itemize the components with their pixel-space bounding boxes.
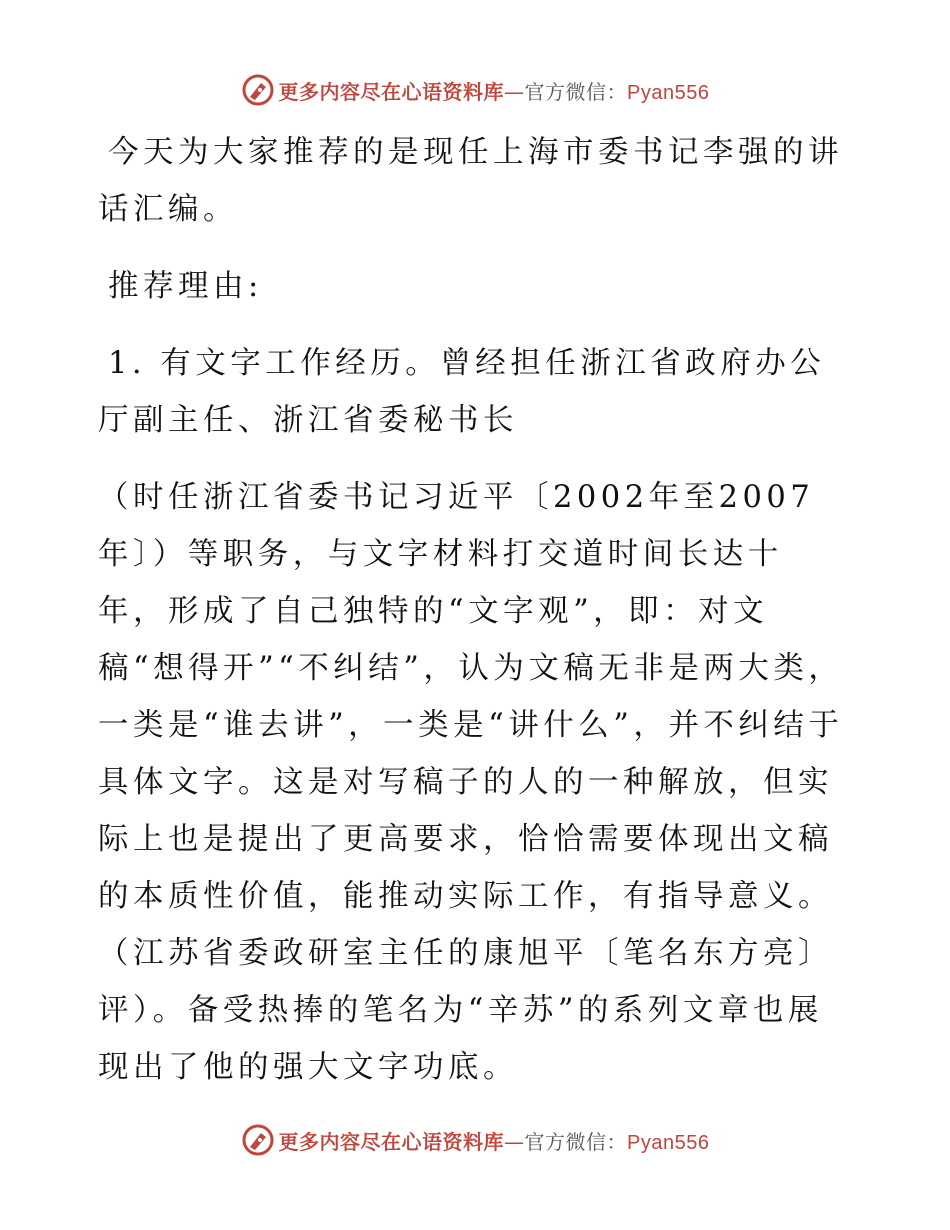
footer-watermark bbox=[0, 1122, 950, 1158]
reason-item-1-detail: （时任浙江省委书记习近平〔2002年至2007年〕）等职务，与文字材料打交道时间长达十年，形成了自己独特的“文字观”，即：对文稿“想得开”“不纠结”，认为文稿无非是两大类，一类是“谁去讲”，一类是“讲什么”，并不纠结于具体文字。这是对写稿子的人的一种解放，但实际上也是提出了更高要求，恰恰需要体现出文稿的本质性价值，能推动实际工作，有指导意义。（江苏省委政研室主任的康旭平〔笔名东方亮〕评）。备受热捧的笔名为“辛苏”的系列文章也展现出了他的强大文字功底。 bbox=[98, 480, 844, 1085]
watermark-separator: — bbox=[504, 79, 525, 104]
pen-nib-circle-icon bbox=[241, 1123, 275, 1157]
document-body bbox=[98, 124, 852, 1096]
reason-item-1: 1. 有文字工作经历。曾经担任浙江省政府办公厅副主任、浙江省委秘书长 bbox=[98, 346, 826, 438]
intro-paragraph: 今天为大家推荐的是现任上海市委书记李强的讲话汇编。 bbox=[98, 135, 843, 227]
reason-heading: 推荐理由: bbox=[108, 269, 263, 304]
header-watermark bbox=[0, 72, 950, 108]
watermark-brand: 更多内容尽在心语资料库 bbox=[278, 79, 505, 104]
watermark-wechat-id: Pyan556 bbox=[627, 1131, 710, 1154]
watermark-separator: — bbox=[504, 1129, 525, 1154]
watermark-label: 官方微信： bbox=[524, 1129, 628, 1154]
watermark-label: 官方微信： bbox=[524, 79, 628, 104]
pen-nib-circle-icon bbox=[241, 73, 275, 107]
watermark-wechat-id: Pyan556 bbox=[627, 81, 710, 104]
watermark-brand: 更多内容尽在心语资料库 bbox=[278, 1129, 505, 1154]
